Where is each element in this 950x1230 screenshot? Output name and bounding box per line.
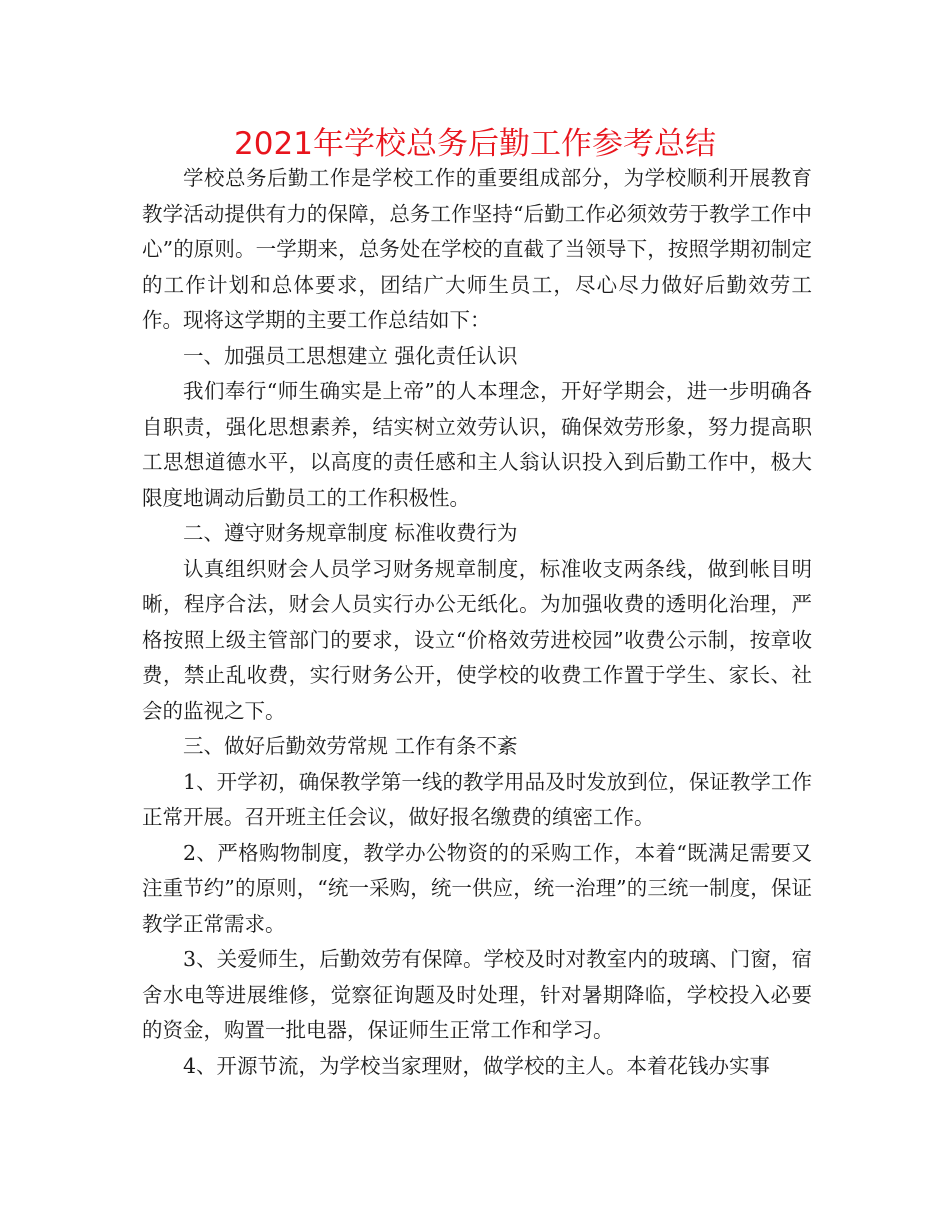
section-heading-2: 二、遵守财务规章制度 标准收费行为 [183, 521, 518, 545]
paragraph-intro: 学校总务后勤工作是学校工作的重要组成部分，为学校顺利开展教育教学活动提供有力的保障，总务工作坚持“后勤工作必须效劳于教学工作中心”的原则。一学期来，总务处在学校的直截了当领导下，按照学期初制定的工作计划和总体要求，团结广大师生员工，尽心尽力做好后勤效劳工作。现将这学期的主要工作总结如下： [142, 166, 812, 332]
list-item-1: 1、开学初，确保教学第一线的教学用品及时发放到位，保证教学工作正常开展。召开班主任会议，做好报名缴费的缜密工作。 [142, 769, 812, 829]
document-title: 2021年学校总务后勤工作参考总结 [234, 126, 716, 162]
list-item-2: 2、严格购物制度，教学办公物资的的采购工作，本着“既满足需要又注重节约”的原则，“统一采购，统一供应，统一治理”的三统一制度，保证教学正常需求。 [142, 840, 812, 936]
list-item-3: 3、关爱师生，后勤效劳有保障。学校及时对教室内的玻璃、门窗，宿舍水电等进展维修，觉察征询题及时处理，针对暑期降临，学校投入必要的资金，购置一批电器，保证师生正常工作和学习。 [142, 947, 812, 1042]
section-heading-1: 一、加强员工思想建立 强化责任认识 [183, 343, 518, 368]
paragraph-section-2: 认真组织财会人员学习财务规章制度，标准收支两条线，做到帐目明晰，程序合法，财会人员实行办公无纸化。为加强收费的透明化治理，严格按照上级主管部门的要求，设立“价格效劳进校园”收费公示制，按章收费，禁止乱收费，实行财务公开，使学校的收费工作置于学生、家长、社会的监视之下。 [142, 556, 812, 723]
document-body [142, 161, 812, 1084]
section-heading-3: 三、做好后勤效劳常规 工作有条不紊 [183, 734, 518, 758]
paragraph-section-1: 我们奉行“师生确实是上帝”的人本理念，开好学期会，进一步明确各自职责，强化思想素养，结实树立效劳认识，确保效劳形象，努力提高职工思想道德水平，以高度的责任感和主人翁认识投入到后勤工作中，极大限度地调动后勤员工的工作积极性。 [142, 379, 812, 510]
list-item-4: 4、开源节流，为学校当家理财，做学校的主人。本着花钱办实事 [183, 1053, 771, 1078]
